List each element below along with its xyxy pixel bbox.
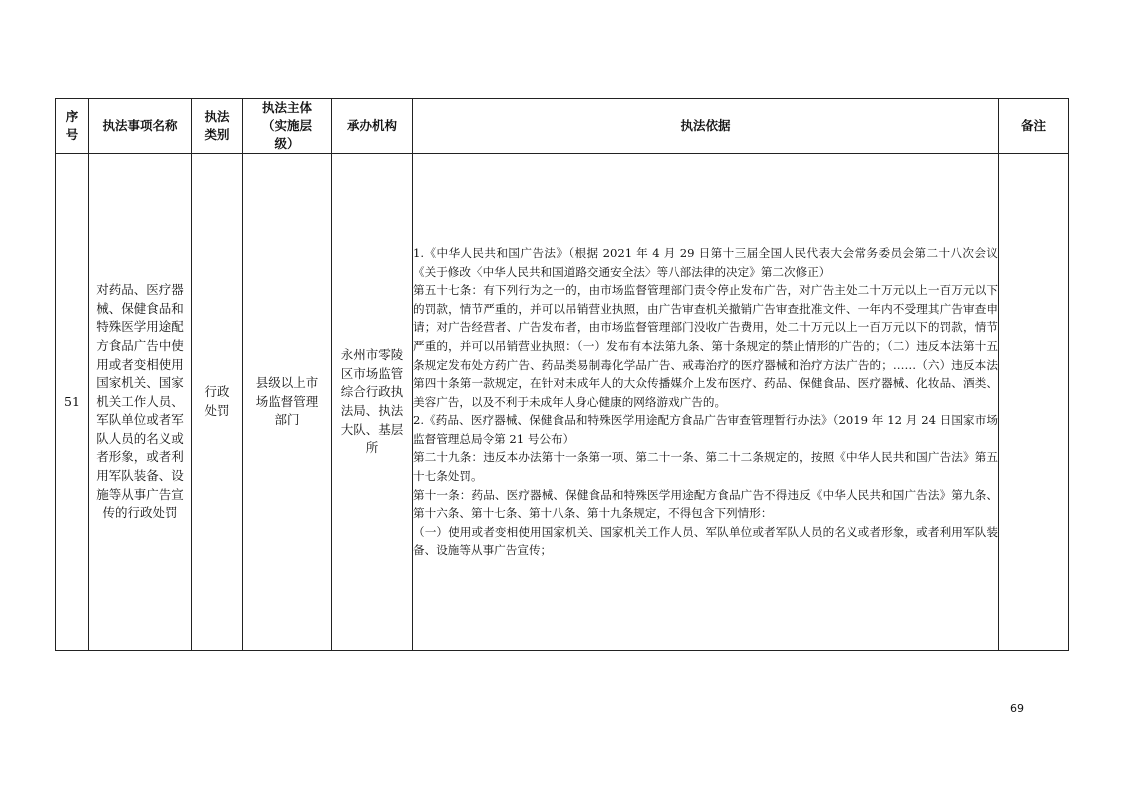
header-row: [56, 99, 1069, 154]
row-subject: 县级以上市场监督管理部门: [243, 154, 332, 651]
row-basis: [413, 154, 999, 651]
row-category: 行政处罚: [192, 154, 243, 651]
basis-paragraph: 第五十七条：有下列行为之一的，由市场监督管理部门责令停止发布广告，对广告主处二十万元以上一百万元以下的罚款，情节严重的，并可以吊销营业执照，由广告审查机关撤销广告审查批准文件、一年内不受理其广告审查申请；对广告经营者、广告发布者，由市场监督管理部门没收广告费用，处二十万元以上一百万元以下的罚款，情节严重的，并可以吊销营业执照：（一）发布有本法第九条、第十条规定的禁止情形的广告的；（二）违反本法第十五条规定发布处方药广告、药品类易制毒化学品广告、戒毒治疗的医疗器械和治疗方法广告的；……（六）违反本法第四十条第一款规定，在针对未成年人的大众传播媒介上发布医疗、药品、保健食品、医疗器械、化妆品、酒类、美容广告，以及不利于未成年人身心健康的网络游戏广告的。: [413, 283, 998, 409]
page-number: 69: [1010, 702, 1024, 715]
table-row: [56, 154, 1069, 651]
basis-paragraph: 1.《中华人民共和国广告法》（根据 2021 年 4 月 29 日第十三届全国人民代表大会常务委员会第二十八次会议《关于修改〈中华人民共和国道路交通安全法〉等八部法律的决定》第二次修正）: [413, 245, 998, 279]
header-name: 执法事项名称: [89, 99, 192, 154]
header-subject: 执法主体（实施层级）: [243, 99, 332, 154]
enforcement-table: [55, 98, 1069, 651]
header-seq: 序号: [56, 99, 89, 154]
basis-paragraph: 2.《药品、医疗器械、保健食品和特殊医学用途配方食品广告审查管理暂行办法》（2019 年 12 月 24 日国家市场监督管理总局令第 21 号公布）: [413, 413, 998, 446]
row-remark: [999, 154, 1069, 651]
header-agency: 承办机构: [332, 99, 413, 154]
header-category: 执法类别: [192, 99, 243, 154]
header-remark: 备注: [999, 99, 1069, 154]
basis-paragraph: 第十一条：药品、医疗器械、保健食品和特殊医学用途配方食品广告不得违反《中华人民共和国广告法》第九条、第十六条、第十七条、第十八条、第十九条规定，不得包含下列情形：: [413, 487, 998, 521]
row-agency: 永州市零陵区市场监管综合行政执法局、执法大队、基层所: [332, 154, 413, 651]
basis-paragraph: （一）使用或者变相使用国家机关、国家机关工作人员、军队单位或者军队人员的名义或者形象，或者利用军队装备、设施等从事广告宣传；: [413, 524, 998, 558]
row-seq: 51: [56, 154, 89, 651]
header-basis: 执法依据: [413, 99, 999, 154]
row-name: 对药品、医疗器械、保健食品和特殊医学用途配方食品广告中使用或者变相使用国家机关、国家机关工作人员、军队单位或者军队人员的名义或者形象，或者利用军队装备、设施等从事广告宣传的行政处罚: [89, 154, 192, 651]
basis-paragraph: 第二十九条：违反本办法第十一条第一项、第二十一条、第二十二条规定的，按照《中华人民共和国广告法》第五十七条处罚。: [413, 450, 998, 484]
